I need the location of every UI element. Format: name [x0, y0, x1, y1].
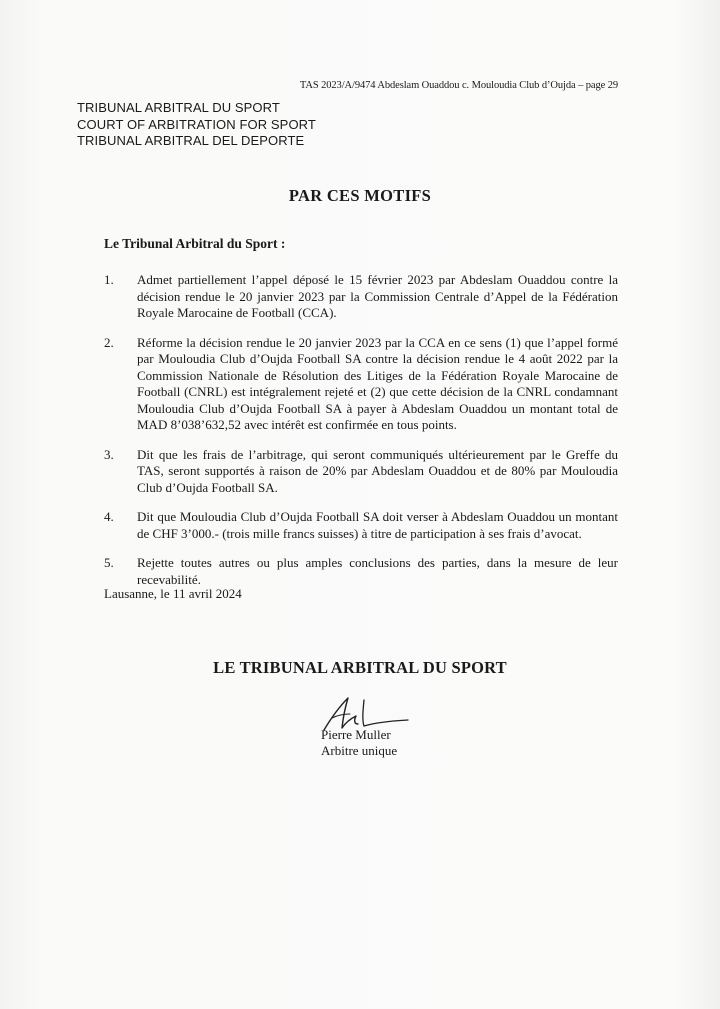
arbiter-name: Pierre Muller — [321, 727, 391, 742]
ruling-number: 1. — [104, 272, 114, 287]
ruling-text: Rejette toutes autres ou plus amples conclusions des parties, dans la mesure de leur recevabilité. — [137, 555, 618, 587]
ruling-number: 3. — [104, 446, 114, 462]
ruling-item — [104, 555, 618, 588]
ruling-item — [104, 447, 618, 497]
ruling-text: Réforme la décision rendue le 20 janvier 2023 par la CCA en ce sens (1) que l’appel formé par Mouloudia Club d’Oujda Football SA contre la décision rendue le 4 août 2022 par la Commission Nationale de Résolution des Litiges de la Fédération Royale Marocaine de Football (CNRL) est intégralement rejeté et (2) que cette décision de la CNRL condamnant Mouloudia Club d’Oujda Football SA à payer à Abdeslam Ouaddou un montant total de MAD 8’038’632,52 avec intérêt est confirmée en tous points. — [137, 334, 618, 432]
ruling-item — [104, 509, 618, 542]
ruling-number: 4. — [104, 509, 114, 524]
court-name-en: COURT OF ARBITRATION FOR SPORT — [77, 116, 316, 132]
running-header: TAS 2023/A/9474 Abdeslam Ouaddou c. Mouloudia Club d’Oujda – page 29 — [299, 80, 618, 91]
arbiter-role: Arbitre unique — [321, 743, 398, 758]
court-name-es: TRIBUNAL ARBITRAL DEL DEPORTE — [77, 133, 305, 148]
rulings-list — [104, 272, 618, 601]
signatory-title: LE TRIBUNAL ARBITRAL DU SPORT — [213, 658, 507, 677]
ruling-text: Dit que les frais de l’arbitrage, qui seront communiqués ultérieurement par le Greffe du TAS, seront supportés à raison de 20% par Abdeslam Ouaddou et de 80% par Mouloudia Club d’Oujda Football SA. — [137, 446, 618, 495]
ruling-item — [104, 272, 618, 322]
ruling-text: Dit que Mouloudia Club d’Oujda Football SA doit verser à Abdeslam Ouaddou un montant de CHF 3’000.- (trois mille francs suisses) à titre de participation à ses frais d’avocat. — [137, 509, 618, 541]
place-date: Lausanne, le 11 avril 2024 — [104, 586, 242, 601]
section-title: PAR CES MOTIFS — [288, 186, 432, 205]
ruling-number: 2. — [104, 334, 114, 350]
ruling-intro: Le Tribunal Arbitral du Sport : — [104, 236, 286, 251]
ruling-text: Admet partiellement l’appel déposé le 15 février 2023 par Abdeslam Ouaddou contre la décision rendue le 20 janvier 2023 par la Commission Centrale d’Appel de la Fédération Royale Marocaine de Football (CCA). — [137, 272, 618, 320]
ruling-number: 5. — [104, 555, 114, 570]
court-name-fr: TRIBUNAL ARBITRAL DU SPORT — [77, 100, 280, 115]
ruling-item — [104, 335, 618, 434]
court-letterhead — [77, 100, 316, 150]
